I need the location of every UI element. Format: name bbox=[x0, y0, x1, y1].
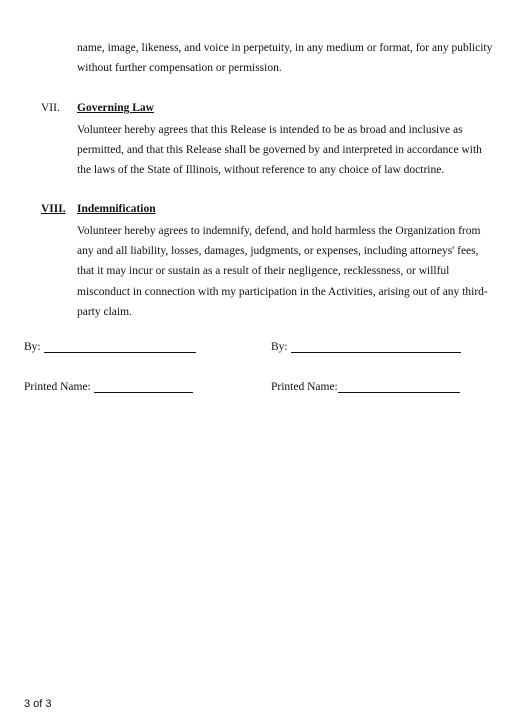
printed-name-left bbox=[24, 380, 193, 393]
printed-name-right-label: Printed Name: bbox=[271, 381, 338, 393]
page-number: 3 of 3 bbox=[24, 698, 52, 710]
section-number-viii: VIII. bbox=[41, 203, 66, 215]
printed-name-right bbox=[271, 380, 460, 393]
printed-name-line-right[interactable] bbox=[338, 380, 460, 393]
section-title-indemnification: Indemnification bbox=[77, 203, 156, 215]
signature-by-left bbox=[24, 340, 196, 353]
printed-name-left-label: Printed Name: bbox=[24, 381, 91, 393]
signature-by-right-label: By: bbox=[271, 341, 288, 353]
printed-name-line-left[interactable] bbox=[94, 380, 193, 393]
signature-by-left-label: By: bbox=[24, 341, 41, 353]
section-body-indemnification: Volunteer hereby agrees to indemnify, defend, and hold harmless the Organization from any and all liability, losses, damages, judgments, or expenses, including attorneys' fees, that it may incur or sustain as a result of their negligence, recklessness, or willful misconduct in connection with my participation in the Activities, arising out of any third-party claim. bbox=[77, 225, 488, 318]
continuation-paragraph: name, image, likeness, and voice in perpetuity, in any medium or format, for any publicity without further compensation or permission. bbox=[77, 42, 493, 75]
signature-line-right[interactable] bbox=[291, 340, 461, 353]
section-title-governing-law: Governing Law bbox=[77, 102, 154, 114]
signature-by-right bbox=[271, 340, 461, 353]
section-number-vii: VII. bbox=[41, 102, 60, 114]
signature-line-left[interactable] bbox=[44, 340, 196, 353]
section-body-governing-law: Volunteer hereby agrees that this Release is intended to be as broad and inclusive as permitted, and that this Release shall be governed by and interpreted in accordance with the laws of the State of Illinois, without reference to any choice of law doctrine. bbox=[77, 124, 482, 177]
